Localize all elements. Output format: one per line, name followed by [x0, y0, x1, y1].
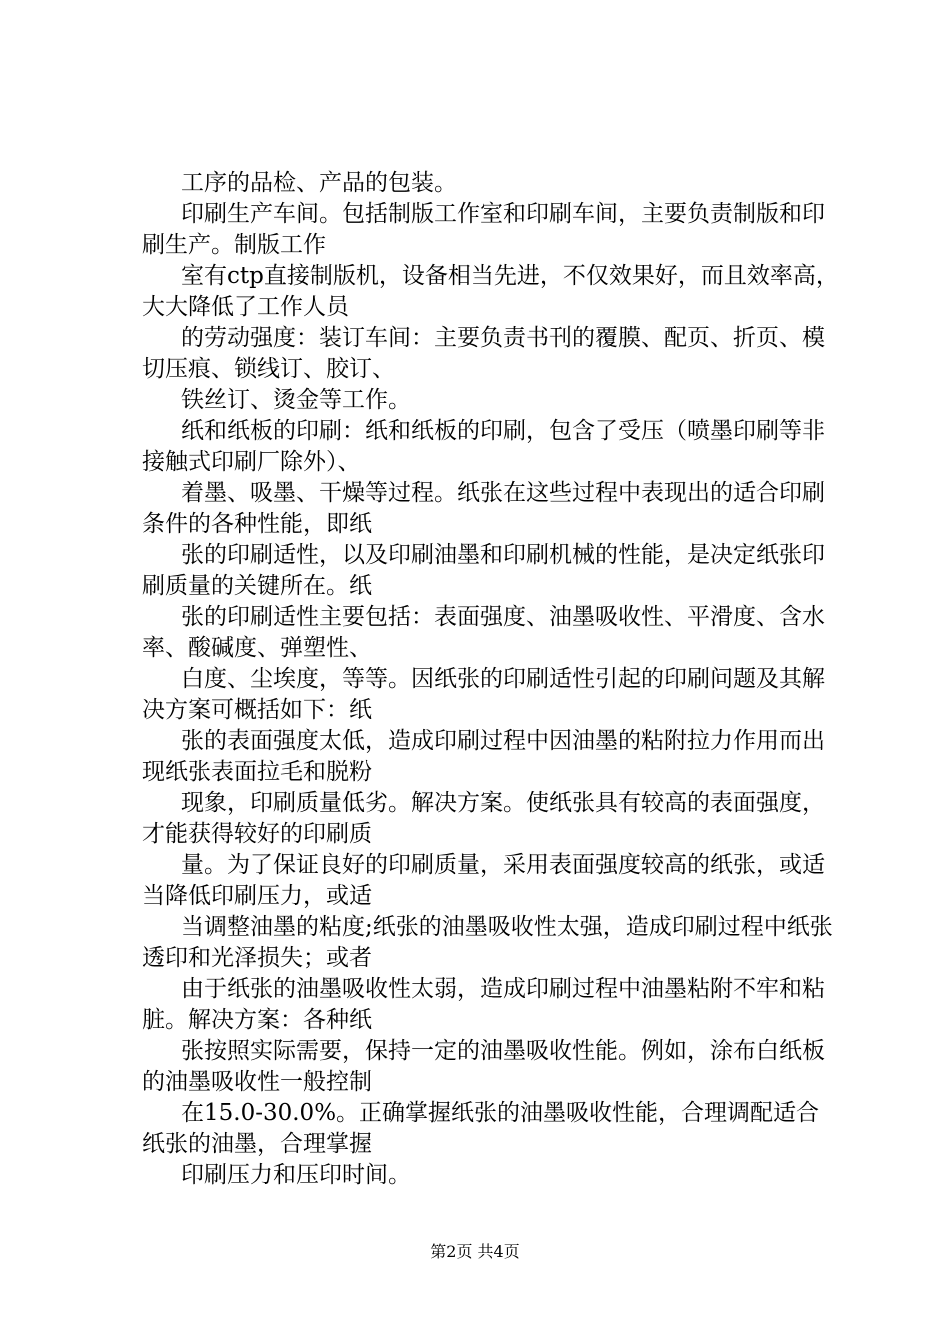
paragraph-text: 工序的品检、产品的包装。: [181, 170, 457, 196]
paragraph: [142, 540, 842, 602]
paragraph-text: 量。为了保证良好的印刷质量，采用表面强度较高的纸张，或适当降低印刷压力，或适: [142, 852, 825, 909]
paragraph: [142, 1098, 842, 1160]
paragraph-text: 铁丝订、烫金等工作。: [181, 387, 411, 413]
paragraph-text: 印刷压力和压印时间。: [181, 1162, 411, 1188]
paragraph: [142, 664, 842, 726]
paragraph-text: 张的印刷适性，以及印刷油墨和印刷机械的性能，是决定纸张印刷质量的关键所在。纸: [142, 542, 825, 599]
paragraph-text: 张的印刷适性主要包括：表面强度、油墨吸收性、平滑度、含水率、酸碱度、弹塑性、: [142, 604, 825, 661]
page-footer: [0, 1242, 950, 1262]
paragraph: [142, 261, 842, 323]
paragraph-text: 由于纸张的油墨吸收性太弱，造成印刷过程中油墨粘附不牢和粘脏。解决方案：各种纸: [142, 976, 825, 1033]
document-body: [142, 168, 842, 1191]
paragraph-text: 室有ctp直接制版机，设备相当先进，不仅效果好，而且效率高，大大降低了工作人员: [142, 263, 839, 320]
paragraph: [142, 168, 842, 199]
paragraph: [142, 850, 842, 912]
paragraph-text: 印刷生产车间。包括制版工作室和印刷车间，主要负责制版和印刷生产。制版工作: [142, 201, 825, 258]
paragraph: [142, 478, 842, 540]
paragraph: [142, 323, 842, 385]
paragraph: [142, 1036, 842, 1098]
paragraph: [142, 912, 842, 974]
paragraph: [142, 974, 842, 1036]
paragraph: [142, 602, 842, 664]
paragraph: [142, 726, 842, 788]
paragraph-text: 张的表面强度太低，造成印刷过程中因油墨的粘附拉力作用而出现纸张表面拉毛和脱粉: [142, 728, 825, 785]
paragraph: [142, 788, 842, 850]
paragraph: [142, 1160, 842, 1191]
paragraph-text: 现象，印刷质量低劣。解决方案。使纸张具有较高的表面强度，才能获得较好的印刷质: [142, 790, 825, 847]
paragraph-text: 张按照实际需要，保持一定的油墨吸收性能。例如，涂布白纸板的油墨吸收性一般控制: [142, 1038, 825, 1095]
paragraph-text: 着墨、吸墨、干燥等过程。纸张在这些过程中表现出的适合印刷条件的各种性能，即纸: [142, 480, 825, 537]
paragraph: [142, 416, 842, 478]
paragraph-text: 当调整油墨的粘度;纸张的油墨吸收性太强，造成印刷过程中纸张透印和光泽损失；或者: [142, 914, 833, 971]
page-number-label: 第2页 共4页: [430, 1242, 520, 1261]
paragraph: [142, 199, 842, 261]
paragraph-text: 白度、尘埃度，等等。因纸张的印刷适性引起的印刷问题及其解决方案可概括如下：纸: [142, 666, 825, 723]
paragraph-text: 在15.0-30.0%。正确掌握纸张的油墨吸收性能，合理调配适合纸张的油墨，合理掌握: [142, 1100, 820, 1157]
paragraph: [142, 385, 842, 416]
paragraph-text: 纸和纸板的印刷：纸和纸板的印刷，包含了受压（喷墨印刷等非接触式印刷厂除外）、: [142, 418, 825, 475]
paragraph-text: 的劳动强度：装订车间：主要负责书刊的覆膜、配页、折页、模切压痕、锁线订、胶订、: [142, 325, 825, 382]
